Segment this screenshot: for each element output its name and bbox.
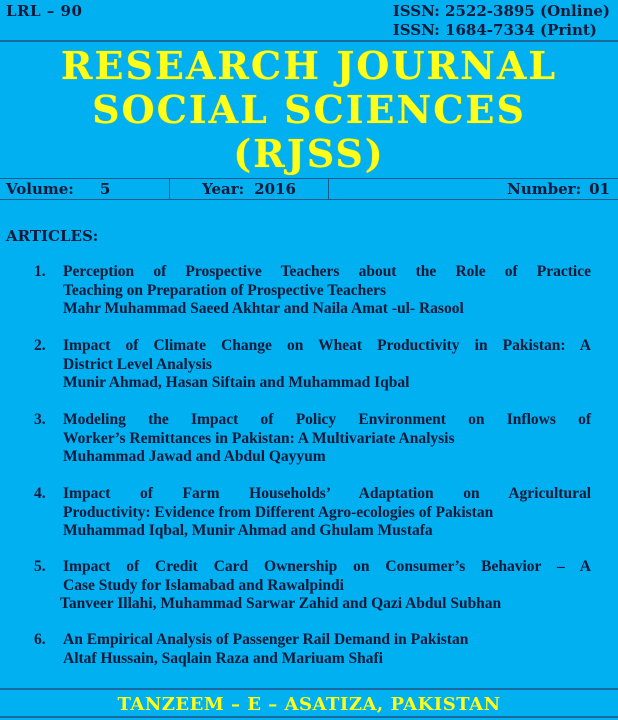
article-title-line: Impact of Credit Card Ownership on Consumer’s Behavior – A [63,558,591,575]
publisher-footer: TANZEEM – E – ASATIZA, PAKISTAN [117,694,501,715]
footer-divider-top [0,688,618,690]
issn-online: ISSN: 2522-3895 (Online) [392,2,610,20]
number-label: Number: [507,180,582,198]
article-title-line: Impact of Farm Households’ Adaptation on Agricultural [63,485,591,502]
article-body [60,558,591,614]
article-body [63,485,591,541]
article-title-line: Impact of Climate Change on Wheat Productivity in Pakistan: A [63,337,591,354]
issue-info-bar [0,178,618,200]
issn-block [393,2,610,40]
article-title-line: Modeling the Impact of Policy Environment on Inflows of [63,411,591,428]
article-body [63,263,591,319]
lrl-number: LRL – 90 [6,2,83,20]
article-title-line: Worker’s Remittances in Pakistan: A Multivariate Analysis [63,429,455,447]
article-number: 5. [34,558,46,575]
article-title-line: Productivity: Evidence from Different Agro-ecologies of Pakistan [63,503,494,521]
article-authors: Tanveer Illahi, Muhammad Sarwar Zahid and Qazi Abdul Subhan [60,595,502,612]
article-number: 4. [34,485,46,502]
article-number: 3. [34,411,46,428]
journal-title-line-1: RESEARCH JOURNAL [60,43,558,88]
article-authors: Muhammad Jawad and Abdul Qayyum [63,448,326,465]
article-number: 1. [34,263,46,280]
article-authors: Altaf Hussain, Saqlain Raza and Mariuam Shafi [63,649,383,667]
footer-divider-bottom [0,716,618,718]
article-title-line: District Level Analysis [63,355,212,373]
journal-title-line-3: (RJSS) [233,131,385,176]
article-authors: Muhammad Iqbal, Munir Ahmad and Ghulam Mustafa [63,522,433,539]
article-title-line: Perception of Prospective Teachers about the Role of Practice [63,263,591,280]
header-divider [0,40,618,42]
article-number: 2. [34,337,46,354]
volume-cell [0,179,170,199]
article-body [63,337,591,393]
article-title-line: Case Study for Islamabad and Rawalpindi [63,576,344,594]
article-body [63,411,591,467]
article-title-line: Teaching on Preparation of Prospective Teachers [63,281,387,299]
volume-label: Volume: [6,180,74,198]
article-body [63,631,591,668]
article-title-line: An Empirical Analysis of Passenger Rail Demand in Pakistan [63,631,469,648]
number-cell [329,179,618,199]
articles-heading: ARTICLES: [6,227,99,245]
volume-value: 5 [99,180,111,198]
year-label: Year: [202,180,245,198]
article-authors: Mahr Muhammad Saeed Akhtar and Naila Amat -ul- Rasool [63,300,464,317]
issn-print: ISSN: 1684-7334 (Print) [392,21,597,39]
year-cell [170,179,329,199]
article-number: 6. [34,631,46,648]
journal-title [0,44,618,176]
journal-title-line-2: SOCIAL SCIENCES [92,87,526,132]
article-authors: Munir Ahmad, Hasan Siftain and Muhammad Iqbal [63,374,410,391]
number-value: 01 [589,180,610,198]
year-value: 2016 [254,180,296,198]
